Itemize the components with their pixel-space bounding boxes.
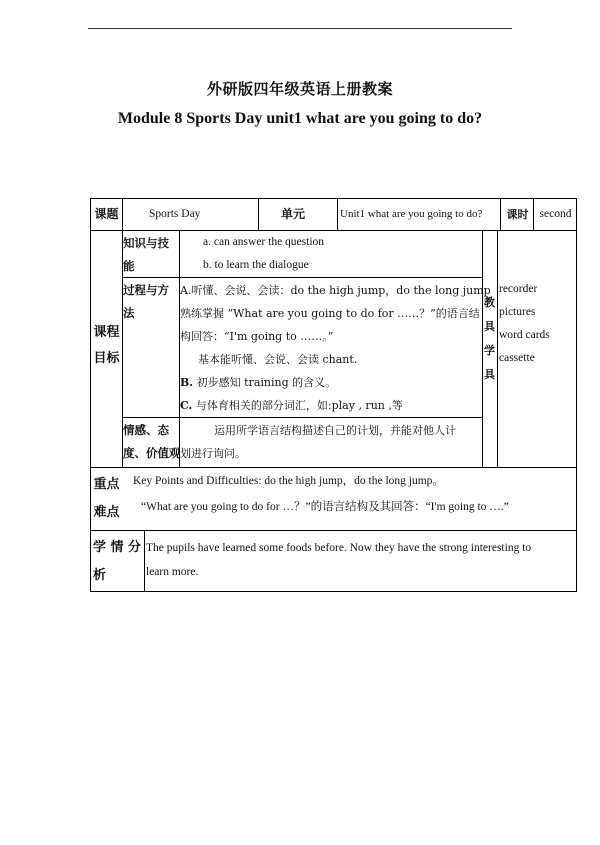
aids-item-recorder: recorder	[499, 283, 538, 295]
knowledge-label-line1: 知识与技	[123, 236, 169, 250]
col-divider-unit	[500, 199, 501, 230]
process-line-6: 与体育相关的部分词汇，如:play , run ,等	[195, 399, 403, 412]
keypoints-content	[133, 468, 573, 520]
analysis-line-1: The pupils have learned some foods before. Now they have the strong interesting to	[146, 542, 532, 554]
topic-label: 课题	[94, 207, 119, 221]
analysis-content	[146, 536, 576, 584]
unit-value: Unit1 what are you going to do?	[340, 208, 483, 220]
aids-label-char-1: 教	[484, 296, 495, 309]
analysis-line-2: learn more.	[146, 566, 199, 578]
keypoints-line-2: “What are you going to do for …？”的语言结构及其回答：“I'm going to ….”	[141, 501, 509, 513]
emotion-line-1: 运用所学语言结构描述自己的计划，并能对他人计	[214, 424, 456, 437]
process-line-1: A.听懂、会说、会读：do the high jump，do the long jump	[180, 284, 491, 297]
process-line-4: 基本能听懂、会说、会读 chant.	[198, 353, 358, 366]
period-value: second	[539, 208, 572, 220]
process-letter-c: C.	[180, 399, 193, 412]
aids-label	[482, 291, 497, 387]
keypoints-line-1: Key Points and Difficulties: do the high jump，do the long jump。	[133, 475, 444, 487]
keypoints-label	[91, 471, 122, 527]
process-line-2: 熟练掌握 “What are you going to do for ……？”的语言结	[180, 307, 480, 320]
process-line-5: 初步感知 training 的含义。	[196, 376, 337, 389]
col-divider-analysis	[144, 530, 145, 592]
knowledge-label-line2: 能	[123, 259, 135, 273]
process-divider	[122, 417, 482, 418]
aids-item-pictures: pictures	[499, 306, 536, 318]
col-divider-topic	[258, 199, 259, 230]
analysis-label-line2: 析	[93, 568, 107, 583]
emotion-label	[123, 419, 179, 465]
topic-value: Sports Day	[149, 208, 201, 220]
col-divider-unit-label	[337, 199, 338, 230]
process-letter-b: B.	[180, 376, 194, 389]
analysis-label	[93, 534, 144, 590]
knowledge-content	[203, 231, 324, 277]
emotion-label-line2: 度、价值观	[123, 446, 181, 460]
keypoints-label-line1: 重点	[93, 477, 120, 492]
lesson-plan-table	[90, 198, 577, 592]
objectives-label-line1: 课程	[93, 325, 120, 340]
page-title: 外研版四年级英语上册教案	[206, 80, 393, 98]
col-divider-aids-right	[497, 230, 498, 467]
knowledge-item-b: b. to learn the dialogue	[203, 259, 309, 271]
unit-label: 单元	[281, 207, 306, 221]
emotion-content	[180, 419, 482, 465]
knowledge-item-a: a. can answer the question	[203, 236, 325, 248]
emotion-label-line1: 情感、态	[123, 423, 169, 437]
emotion-line-2: 划进行询问。	[180, 447, 246, 460]
aids-list	[499, 278, 577, 370]
process-content	[180, 279, 491, 417]
process-label-line1: 过程与方	[123, 283, 169, 297]
process-label-line2: 法	[123, 306, 135, 320]
header-rule	[88, 28, 512, 29]
knowledge-label	[123, 232, 179, 278]
row-divider-3	[91, 530, 577, 531]
period-label: 课时	[506, 208, 529, 221]
process-label	[123, 279, 179, 325]
analysis-label-line1: 学 情 分	[93, 540, 142, 555]
aids-label-char-2: 具	[484, 320, 495, 333]
module-title: Module 8 Sports Day unit1 what are you going to do?	[117, 110, 483, 127]
keypoints-label-line2: 难点	[93, 505, 120, 520]
process-line-3: 构回答：“I'm going to ……。”	[180, 330, 334, 343]
aids-item-cassette: cassette	[499, 352, 535, 364]
row-divider-1	[91, 230, 577, 231]
aids-label-char-3: 学	[484, 344, 495, 357]
aids-label-char-4: 具	[484, 368, 495, 381]
aids-item-word-cards: word cards	[499, 329, 550, 341]
objectives-label-line2: 目标	[93, 351, 120, 366]
objectives-label	[91, 320, 122, 372]
